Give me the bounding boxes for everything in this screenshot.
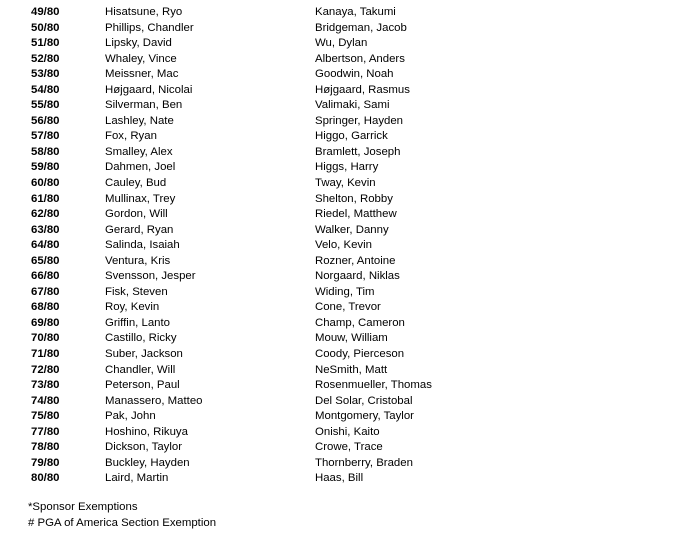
player-two-cell: Velo, Kevin (315, 239, 372, 252)
position-cell: 53/80 (31, 68, 60, 81)
table-row (0, 285, 696, 301)
player-two-cell: Kanaya, Takumi (315, 6, 396, 18)
player-one-cell: Fisk, Steven (105, 285, 168, 298)
table-row (0, 471, 696, 487)
position-cell: 68/80 (31, 301, 60, 314)
table-row (0, 238, 696, 254)
player-one-cell: Roy, Kevin (105, 301, 160, 314)
position-cell: 62/80 (31, 208, 60, 221)
table-row (0, 160, 696, 176)
position-cell: 55/80 (31, 99, 60, 112)
table-row (0, 83, 696, 99)
table-row (0, 52, 696, 68)
table-row (0, 207, 696, 223)
position-cell: 75/80 (31, 410, 60, 423)
player-one-cell: Suber, Jackson (105, 348, 183, 361)
player-one-cell: Højgaard, Nicolai (105, 83, 193, 96)
player-one-cell: Salinda, Isaiah (105, 239, 180, 252)
player-two-cell: Onishi, Kaito (315, 425, 380, 438)
table-row (0, 440, 696, 456)
position-cell: 58/80 (31, 145, 60, 158)
position-cell: 51/80 (31, 37, 60, 50)
player-two-cell: NeSmith, Matt (315, 363, 388, 376)
player-two-cell: Tway, Kevin (315, 177, 376, 190)
player-two-cell: Valimaki, Sami (315, 99, 390, 112)
table-row (0, 145, 696, 161)
table-row (0, 223, 696, 239)
player-one-cell: Lashley, Nate (105, 114, 174, 127)
table-row (0, 300, 696, 316)
position-cell: 57/80 (31, 130, 60, 143)
table-row (0, 36, 696, 52)
table-row (0, 409, 696, 425)
position-cell: 67/80 (31, 285, 60, 298)
player-one-cell: Hoshino, Rikuya (105, 425, 188, 438)
player-two-cell: Shelton, Robby (315, 192, 393, 205)
player-two-cell: Del Solar, Cristobal (315, 394, 413, 407)
player-one-cell: Pak, John (105, 410, 156, 423)
player-two-cell: Higgs, Harry (315, 161, 379, 174)
position-cell: 79/80 (31, 456, 60, 469)
player-one-cell: Castillo, Ricky (105, 332, 177, 345)
pairings-table (0, 5, 696, 487)
position-cell: 66/80 (31, 270, 60, 283)
position-cell: 70/80 (31, 332, 60, 345)
table-row (0, 378, 696, 394)
table-row (0, 192, 696, 208)
table-row (0, 425, 696, 441)
table-row (0, 67, 696, 83)
player-two-cell: Rozner, Antoine (315, 254, 396, 267)
player-two-cell: Haas, Bill (315, 472, 364, 485)
player-two-cell: Coody, Pierceson (315, 348, 405, 361)
footnote-sponsor-exemptions: *Sponsor Exemptions (28, 501, 138, 513)
player-two-cell: Thornberry, Braden (315, 456, 413, 469)
table-row (0, 129, 696, 145)
table-row (0, 316, 696, 332)
player-two-cell: Montgomery, Taylor (315, 410, 414, 423)
table-row (0, 456, 696, 472)
table-row (0, 5, 696, 21)
position-cell: 71/80 (31, 348, 60, 361)
player-two-cell: Widing, Tim (315, 285, 375, 298)
player-one-cell: Dahmen, Joel (105, 161, 176, 174)
player-one-cell: Lipsky, David (105, 37, 172, 50)
position-cell: 65/80 (31, 254, 60, 267)
player-one-cell: Smalley, Alex (105, 145, 173, 158)
table-row (0, 269, 696, 285)
position-cell: 73/80 (31, 379, 60, 392)
player-two-cell: Riedel, Matthew (315, 208, 397, 221)
table-row (0, 331, 696, 347)
player-one-cell: Svensson, Jesper (105, 270, 196, 283)
player-one-cell: Gerard, Ryan (105, 223, 174, 236)
player-one-cell: Ventura, Kris (105, 254, 171, 267)
player-two-cell: Wu, Dylan (315, 37, 368, 50)
position-cell: 64/80 (31, 239, 60, 252)
position-cell: 72/80 (31, 363, 60, 376)
player-two-cell: Cone, Trevor (315, 301, 381, 314)
player-two-cell: Norgaard, Niklas (315, 270, 400, 283)
position-cell: 63/80 (31, 223, 60, 236)
player-two-cell: Walker, Danny (315, 223, 389, 236)
table-row (0, 176, 696, 192)
player-one-cell: Gordon, Will (105, 208, 168, 221)
player-one-cell: Laird, Martin (105, 472, 169, 485)
table-row (0, 114, 696, 130)
player-one-cell: Phillips, Chandler (105, 21, 194, 34)
player-two-cell: Goodwin, Noah (315, 68, 394, 81)
player-one-cell: Mullinax, Trey (105, 192, 176, 205)
position-cell: 80/80 (31, 472, 60, 485)
table-row (0, 394, 696, 410)
player-one-cell: Hisatsune, Ryo (105, 6, 183, 18)
table-row (0, 21, 696, 37)
table-row (0, 98, 696, 114)
table-row (0, 254, 696, 270)
position-cell: 52/80 (31, 52, 60, 65)
player-two-cell: Mouw, William (315, 332, 388, 345)
footnotes (28, 500, 216, 531)
player-two-cell: Rosenmueller, Thomas (315, 379, 432, 392)
table-row (0, 363, 696, 379)
player-one-cell: Manassero, Matteo (105, 394, 203, 407)
player-one-cell: Whaley, Vince (105, 52, 177, 65)
player-one-cell: Peterson, Paul (105, 379, 180, 392)
player-two-cell: Higgo, Garrick (315, 130, 388, 143)
position-cell: 69/80 (31, 316, 60, 329)
position-cell: 49/80 (31, 6, 60, 18)
player-two-cell: Bramlett, Joseph (315, 145, 401, 158)
player-two-cell: Højgaard, Rasmus (315, 83, 410, 96)
position-cell: 56/80 (31, 114, 60, 127)
player-two-cell: Albertson, Anders (315, 52, 405, 65)
player-one-cell: Silverman, Ben (105, 99, 183, 112)
player-one-cell: Buckley, Hayden (105, 456, 190, 469)
position-cell: 78/80 (31, 441, 60, 454)
player-two-cell: Crowe, Trace (315, 441, 383, 454)
player-one-cell: Dickson, Taylor (105, 441, 183, 454)
player-one-cell: Chandler, Will (105, 363, 176, 376)
position-cell: 61/80 (31, 192, 60, 205)
footnote-pga-section-exemption: # PGA of America Section Exemption (28, 516, 217, 529)
table-row (0, 347, 696, 363)
player-one-cell: Griffin, Lanto (105, 316, 171, 329)
position-cell: 60/80 (31, 177, 60, 190)
position-cell: 50/80 (31, 21, 60, 34)
position-cell: 59/80 (31, 161, 60, 174)
player-one-cell: Meissner, Mac (105, 68, 179, 81)
player-two-cell: Bridgeman, Jacob (315, 21, 407, 34)
player-one-cell: Cauley, Bud (105, 177, 167, 190)
position-cell: 77/80 (31, 425, 60, 438)
position-cell: 74/80 (31, 394, 60, 407)
player-one-cell: Fox, Ryan (105, 130, 157, 143)
player-two-cell: Champ, Cameron (315, 316, 405, 329)
position-cell: 54/80 (31, 83, 60, 96)
player-two-cell: Springer, Hayden (315, 114, 404, 127)
